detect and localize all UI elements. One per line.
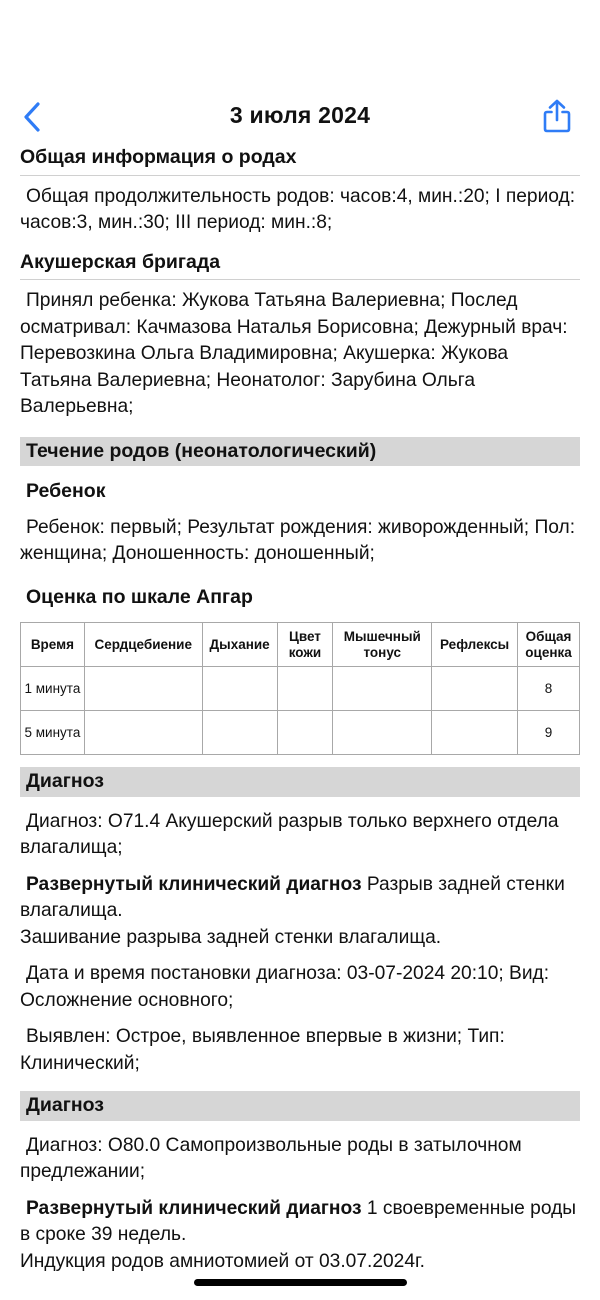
apgar-header-row xyxy=(21,623,580,667)
apgar-cell-breathing xyxy=(202,711,277,755)
section-heading-general: Общая информация о родах xyxy=(20,142,580,176)
apgar-col-tone: Мышечный тонус xyxy=(333,623,432,667)
home-indicator[interactable] xyxy=(194,1279,407,1286)
diagnosis-1-text: Диагноз: O71.4 Акушерский разрыв только верхнего отдела влагалища; xyxy=(20,810,559,858)
apgar-cell-total: 9 xyxy=(518,711,580,755)
apgar-col-total: Общая оценка xyxy=(518,623,580,667)
child-text: Ребенок: первый; Результат рождения: живорожденный; Пол: женщина; Доношенность: доношенный; xyxy=(20,516,576,564)
apgar-cell-heartbeat xyxy=(84,667,202,711)
share-icon xyxy=(540,98,574,134)
diagnosis-1-expanded xyxy=(20,866,580,956)
apgar-col-heartbeat: Сердцебиение xyxy=(84,623,202,667)
apgar-table xyxy=(20,622,580,755)
table-row xyxy=(21,711,580,755)
diagnosis-2-text: Диагноз: O80.0 Самопроизвольные роды в затылочном предлежании; xyxy=(20,1134,522,1182)
section-heading-team: Акушерская бригада xyxy=(20,247,580,281)
diagnosis-1-date: Дата и время постановки диагноза: 03-07-2024 20:10; Вид: Осложнение основного; xyxy=(20,963,550,1011)
expanded-diagnosis-text-2: Зашивание разрыва задней стенки влагалища. xyxy=(20,926,442,948)
apgar-cell-reflexes xyxy=(432,667,518,711)
apgar-col-time: Время xyxy=(21,623,85,667)
document-content[interactable] xyxy=(20,142,580,1272)
expanded-diagnosis-text: 1 своевременные роды в сроке 39 недель. xyxy=(20,1197,577,1245)
apgar-cell-heartbeat xyxy=(84,711,202,755)
apgar-cell-breathing xyxy=(202,667,277,711)
section-heading-diagnosis-1: Диагноз xyxy=(20,767,580,797)
expanded-diagnosis-text-2: Индукция родов амниотомией от 03.07.2024г. xyxy=(20,1250,425,1272)
diagnosis-1-found: Выявлен: Острое, выявленное впервые в жизни; Тип: Клинический; xyxy=(20,1026,505,1074)
expanded-diagnosis-label: Развернутый клинический диагноз xyxy=(26,1197,362,1219)
team-text: Принял ребенка: Жукова Татьяна Валериевна; Послед осматривал: Качмазова Наталья Борисовна; Дежурный врач: Перевозкина Ольга Владимировна; Акушерка: Жукова Татьяна Валериевна; Неонатолог: Зарубина Ольга Валерьевна; xyxy=(20,290,568,417)
section-heading-diagnosis-2: Диагноз xyxy=(20,1091,580,1121)
apgar-cell-skin xyxy=(277,711,333,755)
section-heading-course: Течение родов (неонатологический) xyxy=(20,437,580,467)
apgar-cell-skin xyxy=(277,667,333,711)
navigation-bar xyxy=(0,94,600,138)
apgar-cell-tone xyxy=(333,667,432,711)
general-info-text: Общая продолжительность родов: часов:4, мин.:20; I период: часов:3, мин.:30; III период: мин.:8; xyxy=(20,185,576,233)
page-title: 3 июля 2024 xyxy=(229,102,371,128)
apgar-cell-total: 8 xyxy=(518,667,580,711)
apgar-col-breathing: Дыхание xyxy=(202,623,277,667)
expanded-diagnosis-label: Развернутый клинический диагноз xyxy=(26,873,362,895)
expanded-diagnosis-text: Разрыв задней стенки влагалища. xyxy=(20,873,565,921)
apgar-cell-tone xyxy=(333,711,432,755)
share-button[interactable] xyxy=(540,98,574,134)
table-row xyxy=(21,667,580,711)
apgar-cell-time: 5 минута xyxy=(21,711,85,755)
apgar-cell-reflexes xyxy=(432,711,518,755)
child-heading: Ребенок xyxy=(26,480,106,502)
apgar-cell-time: 1 минута xyxy=(21,667,85,711)
apgar-col-skin: Цвет кожи xyxy=(277,623,333,667)
diagnosis-2-expanded xyxy=(20,1190,580,1280)
apgar-heading: Оценка по шкале Апгар xyxy=(26,585,253,608)
apgar-col-reflexes: Рефлексы xyxy=(432,623,518,667)
